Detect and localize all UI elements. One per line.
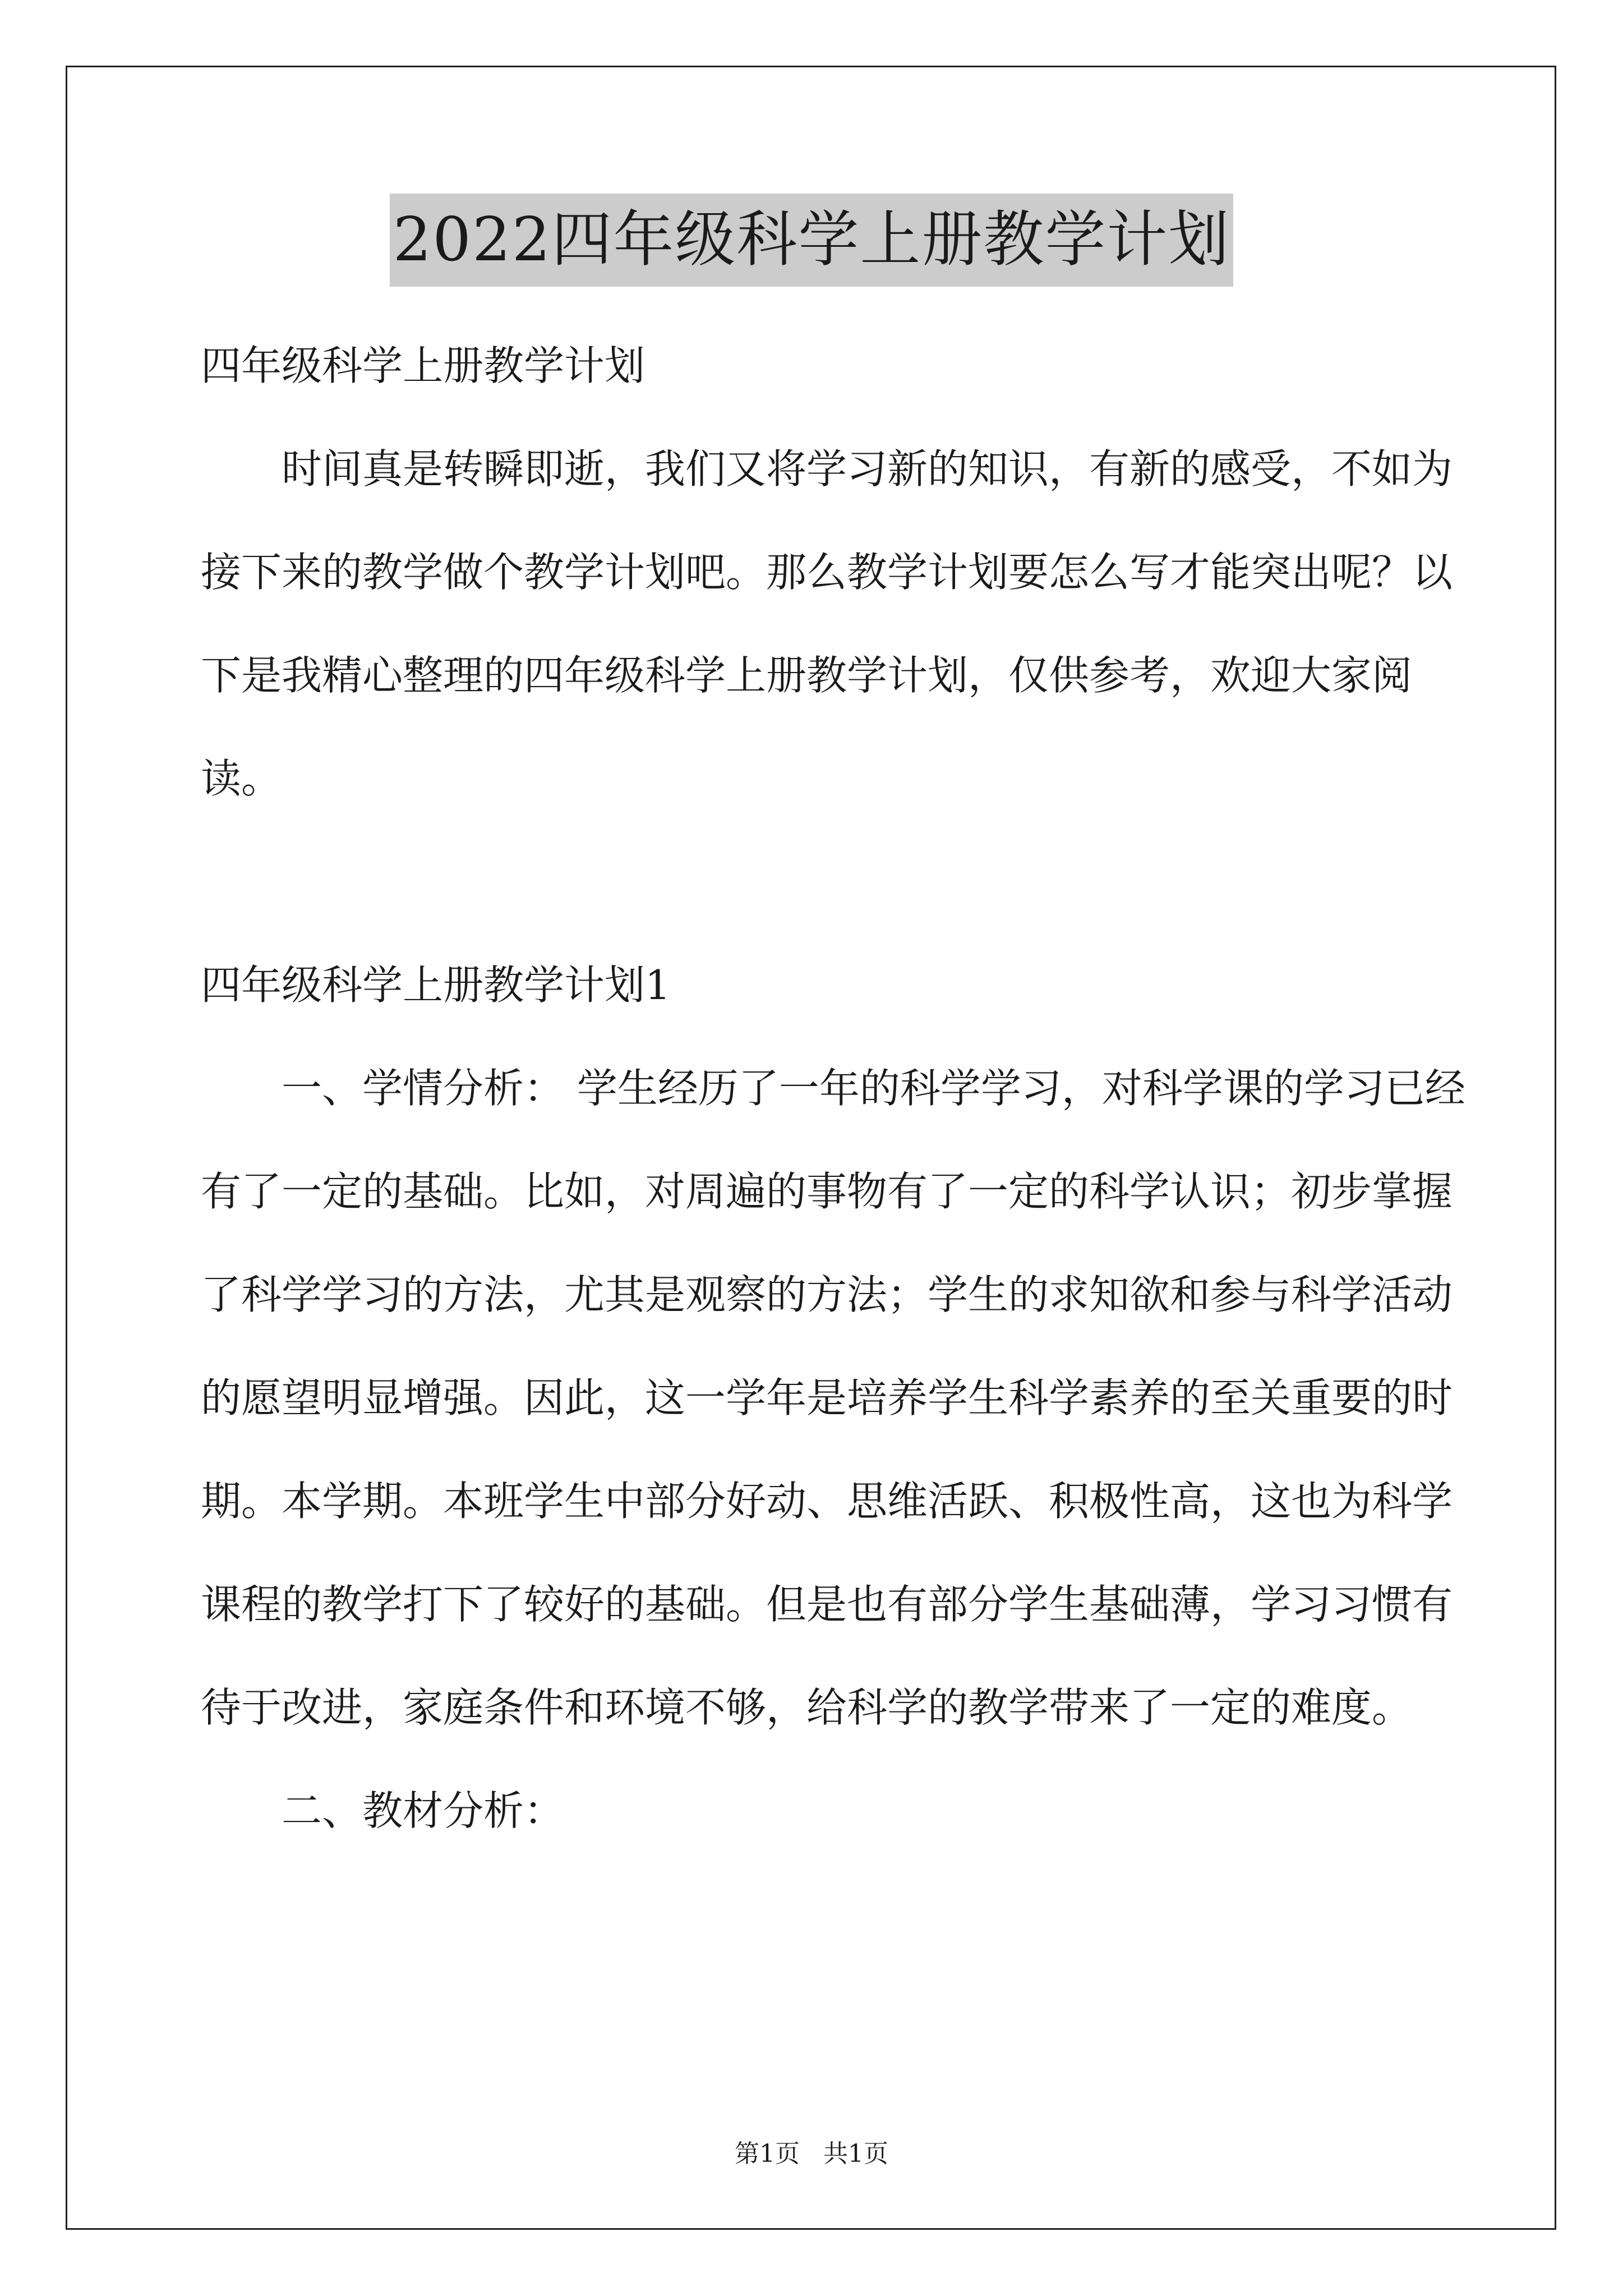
document-subtitle: 四年级科学上册教学计划 bbox=[201, 342, 645, 389]
document-title: 2022四年级科学上册教学计划 bbox=[390, 194, 1234, 287]
spacer bbox=[201, 830, 1491, 933]
textbook-analysis-heading: 二、教材分析： bbox=[282, 1787, 565, 1834]
intro-paragraph: 时间真是转瞬即逝，我们又将学习新的知识，有新的感受，不如为接下来的教学做个教学计划吧。那么教学计划要怎么写才能突出呢？以下是我精心整理的四年级科学上册教学计划，仅供参考，欢迎大家阅读。 bbox=[201, 445, 1453, 802]
page-footer: 第1页 共1页 bbox=[735, 2139, 888, 2168]
analysis-paragraph: 一、学情分析： 学生经历了一年的科学学习，对科学课的学习已经有了一定的基础。比如，对周遍的事物有了一定的科学认识；初步掌握了科学学习的方法，尤其是观察的方法；学生的求知欲和参与科学活动的愿望明显增强。因此，这一学年是培养学生科学素养的至关重要的时期。本学期。本班学生中部分好动、思维活跃、积极性高，这也为科学课程的教学打下了较好的基础。但是也有部分学生基础薄，学习习惯有待于改进，家庭条件和环境不够，给科学的教学带来了一定的难度。 bbox=[201, 1065, 1465, 1731]
document-body bbox=[201, 314, 1491, 1862]
section-heading: 四年级科学上册教学计划1 bbox=[201, 961, 671, 1009]
title-container bbox=[0, 194, 1623, 287]
